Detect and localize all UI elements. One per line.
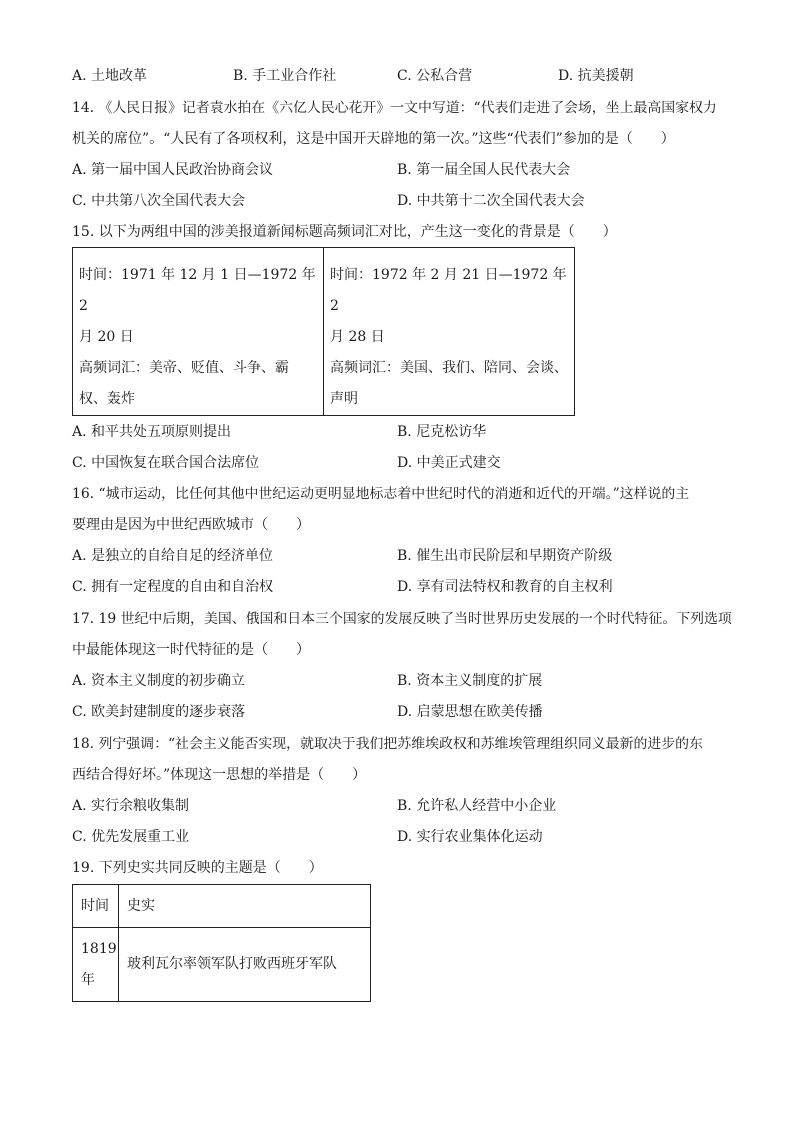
q16-option-c: C. 拥有一定程度的自由和自治权 (72, 579, 274, 595)
q15-left-line: 月 20 日 (79, 329, 134, 345)
q17-stem-line1: 17. 19 世纪中后期，美国、俄国和日本三个国家的发展反映了当时世界历史发展的一个时代特征。下列选项 (72, 611, 732, 627)
q15-option-c: C. 中国恢复在联合国合法席位 (72, 455, 260, 471)
q19-stem-line1: 19. 下列史实共同反映的主题是（ ） (72, 860, 323, 876)
q18-option-d: D. 实行农业集体化运动 (397, 829, 543, 845)
q17-option-d: D. 启蒙思想在欧美传播 (397, 704, 543, 720)
q16-option-a: A. 是独立的自给自足的经济单位 (72, 548, 274, 564)
q14-option-a: A. 第一届中国人民政治协商会议 (72, 162, 274, 178)
q19-header-fact: 史实 (119, 885, 371, 928)
q15-left-line: 权、轰炸 (79, 391, 135, 407)
q13-option-b: B. 手工业合作社 (233, 68, 337, 84)
q17-stem-line2: 中最能体现这一时代特征的是（ ） (72, 642, 310, 658)
q18-stem-line1: 18. 列宁强调：“社会主义能否实现，就取决于我们把苏维埃政权和苏维埃管理组织同义最新的进步的东 (72, 736, 703, 752)
q14-stem-line1: 14. 《人民日报》记者袁水拍在《六亿人民心花开》一文中写道：“代表们走进了会场，坐上最高国家权力 (72, 100, 717, 116)
q15-right-line: 声明 (330, 391, 358, 407)
q14-stem-line2: 机关的席位”。“人民有了各项权利，这是中国开天辟地的第一次。”这些“代表们”参加的是（ ） (72, 131, 675, 147)
q18-option-a: A. 实行余粮收集制 (72, 798, 190, 814)
q19-row-fact: 玻利瓦尔率领军队打败西班牙军队 (119, 928, 371, 1002)
q17-option-a: A. 资本主义制度的初步确立 (72, 673, 246, 689)
q13-option-d: D. 抗美援朝 (558, 68, 634, 84)
q16-option-b: B. 催生出市民阶层和早期资产阶级 (397, 548, 613, 564)
q19-history-table (72, 884, 371, 1002)
q17-option-c: C. 欧美封建制度的逐步衰落 (72, 704, 246, 720)
q14-option-d: D. 中共第十二次全国代表大会 (397, 193, 585, 209)
q15-right-line: 月 28 日 (330, 329, 385, 345)
q15-left-line: 时间：1971 年 12 月 1 日—1972 年 2 (79, 267, 316, 314)
q15-option-b: B. 尼克松访华 (397, 424, 487, 440)
q17-option-b: B. 资本主义制度的扩展 (397, 673, 543, 689)
q14-option-b: B. 第一届全国人民代表大会 (397, 162, 571, 178)
q18-stem-line2: 西结合得好坏。”体现这一思想的举措是（ ） (72, 767, 367, 783)
q19-header-time: 时间 (73, 885, 119, 928)
q15-option-d: D. 中美正式建交 (397, 455, 501, 471)
q19-row-time-line: 1819 (81, 940, 117, 957)
q15-right-cell (324, 248, 575, 416)
q15-left-cell (73, 248, 324, 416)
q18-option-b: B. 允许私人经营中小企业 (397, 798, 557, 814)
q14-option-c: C. 中共第八次全国代表大会 (72, 193, 246, 209)
q16-stem-line1: 16. “城市运动，比任何其他中世纪运动更明显地标志着中世纪时代的消逝和近代的开端。”这样说的主 (72, 486, 690, 502)
q19-row-time-line: 年 (81, 971, 95, 988)
q18-option-c: C. 优先发展重工业 (72, 829, 190, 845)
q16-stem-line2: 要理由是因为中世纪西欧城市（ ） (72, 517, 310, 533)
q19-row-time (73, 928, 119, 1002)
q13-option-a: A. 土地改革 (72, 68, 148, 84)
q15-right-line: 时间：1972 年 2 月 21 日—1972 年 2 (330, 267, 567, 314)
q15-left-line: 高频词汇：美帝、贬值、斗争、霸 (79, 360, 289, 376)
q16-option-d: D. 享有司法特权和教育的自主权利 (397, 579, 613, 595)
q15-option-a: A. 和平共处五项原则提出 (72, 424, 232, 440)
q15-stem-line1: 15. 以下为两组中国的涉美报道新闻标题高频词汇对比，产生这一变化的背景是（ ） (72, 224, 617, 240)
q15-comparison-table (72, 247, 575, 416)
q13-option-c: C. 公私合营 (397, 68, 473, 84)
q15-right-line: 高频词汇：美国、我们、陪同、会谈、 (330, 360, 568, 376)
